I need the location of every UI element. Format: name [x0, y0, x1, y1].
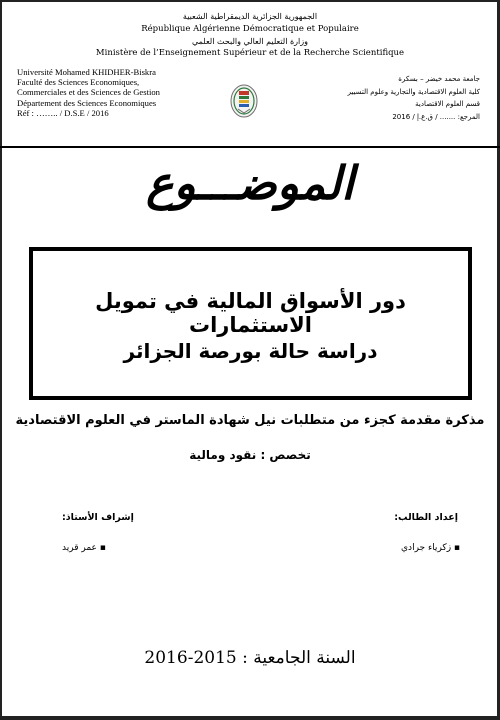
specialty: تخصص : نقود ومالية	[189, 448, 311, 462]
republic-ar: الجمهورية الجزائرية الديمقراطية الشعبية	[182, 12, 318, 21]
faculty-name-fr-cont: Commerciales et des Sciences de Gestion	[17, 87, 160, 98]
academic-year: السنة الجامعية : 2015-2016	[144, 648, 356, 668]
prepared-by-label: إعداد الطالب:	[394, 512, 458, 523]
supervisor-name: ▪ عمر قريد	[62, 543, 106, 553]
thesis-title: دور الأسواق المالية في تمويل الاستثمارات	[95, 289, 406, 337]
department-name-ar: قسم العلوم الاقتصادية	[415, 100, 480, 109]
student-name: ▪ زكرياء جرادي	[401, 543, 460, 553]
ministry-fr: Ministère de l’Enseignement Supérieur et de la Recherche Scientifique	[95, 48, 405, 58]
reference-ar: المرجع: ....... / ق.ع.إ / 2016	[392, 112, 480, 121]
republic-fr: République Algérienne Démocratique et Populaire	[141, 24, 359, 34]
memo-description: مذكرة مقدمة كجزء من متطلبات نيل شهادة الماستر في العلوم الاقتصادية	[15, 413, 485, 428]
department-name-fr: Département des Sciences Economiques	[17, 97, 157, 108]
university-name-fr: Université Mohamed KHIDHER-Biskra	[17, 67, 156, 77]
ministry-ar: وزارة التعليم العالي والبحث العلمي	[192, 37, 308, 46]
thesis-title-box	[29, 247, 472, 400]
thesis-subtitle: دراسة حالة بورصة الجزائر	[123, 339, 378, 363]
university-info-ar	[290, 73, 480, 123]
faculty-name-ar: كلية العلوم الاقتصادية والتجارية وعلوم التسيير	[347, 87, 480, 96]
header-divider	[0, 146, 500, 148]
university-name-ar: جامعة محمد خيضر – بسكرة	[398, 75, 480, 83]
faculty-name-fr: Faculté des Sciences Economiques,	[17, 77, 140, 88]
reference-fr: Réf : …….. / D.S.E / 2016	[17, 107, 109, 118]
university-info-fr	[17, 67, 217, 118]
university-logo-icon	[229, 83, 259, 119]
subject-heading: الموضـــوع	[146, 156, 354, 210]
supervisor-label: إشراف الأستاذ:	[62, 512, 134, 523]
